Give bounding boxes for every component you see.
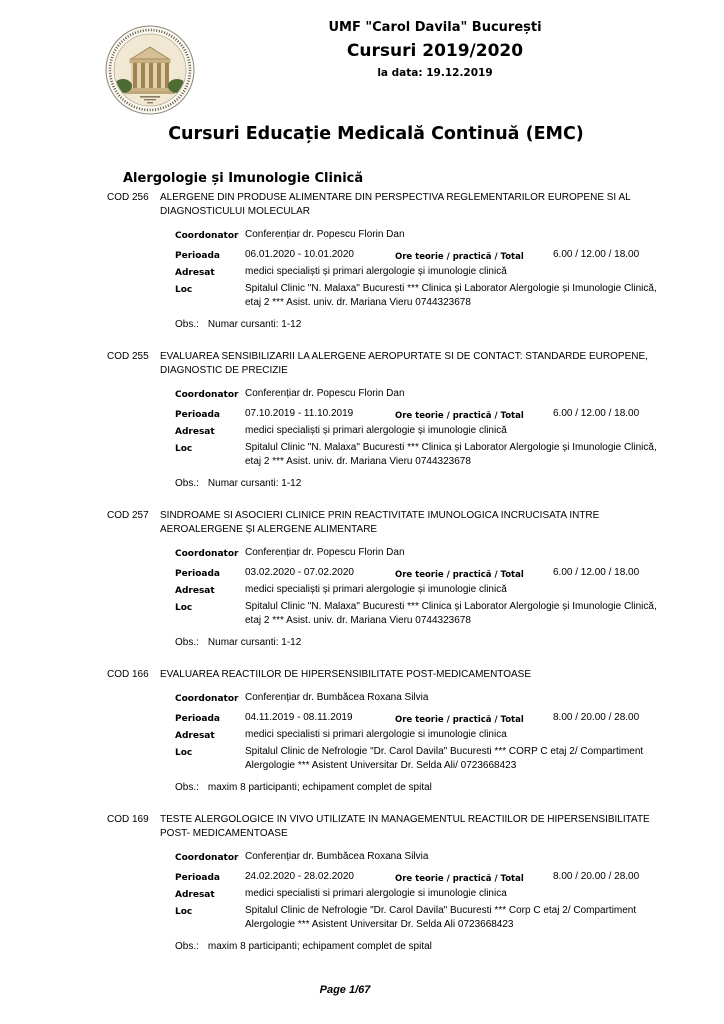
obs-label: Obs.: xyxy=(175,478,199,489)
course-block xyxy=(107,191,667,332)
obs-value: Numar cursanti: 1-12 xyxy=(207,637,302,648)
addressed-row xyxy=(175,583,667,598)
hours-value: 6.00 / 12.00 / 18.00 xyxy=(553,249,640,260)
coordinator-row xyxy=(175,691,667,706)
location-label: Loc xyxy=(175,603,193,613)
coordinator-value: Conferențiar dr. Popescu Florin Dan xyxy=(245,547,405,558)
page-title: Cursuri Educație Medicală Continuă (EMC) xyxy=(168,124,584,144)
period-row xyxy=(175,248,667,264)
addressed-row xyxy=(175,265,667,280)
location-value: Spitalul Clinic de Nefrologie "Dr. Carol Davila" Bucuresti *** CORP C etaj 2/ Compartiment Alergologie *** Asistent Universitar Dr. Selda Ali/ 0723668423 xyxy=(245,746,644,771)
hours-label: Ore teorie / practică / Total xyxy=(395,570,524,580)
addressed-value: medici specialisti si primari alergologie si imunologie clinica xyxy=(245,888,507,899)
course-details xyxy=(175,387,667,491)
addressed-row xyxy=(175,887,667,902)
location-label: Loc xyxy=(175,748,193,758)
observations-row xyxy=(175,940,667,954)
section-title: Alergologie și Imunologie Clinică xyxy=(123,171,364,186)
coordinator-value: Conferențiar dr. Bumbăcea Roxana Silvia xyxy=(245,692,429,703)
addressed-row xyxy=(175,424,667,439)
location-value: Spitalul Clinic "N. Malaxa" Bucuresti *** Clinica și Laborator Alergologie și Imunologie Clinică, etaj 2 *** Asist. univ. dr. Mariana Vieru 0744323678 xyxy=(245,601,657,626)
obs-label: Obs.: xyxy=(175,637,199,648)
period-row xyxy=(175,566,667,582)
course-title: ALERGENE DIN PRODUSE ALIMENTARE DIN PERSPECTIVA REGLEMENTARILOR EUROPENE SI AL DIAGNOSTICULUI MOLECULAR xyxy=(160,192,631,217)
period-value: 06.01.2020 - 10.01.2020 xyxy=(245,249,354,260)
coordinator-label: Coordonator xyxy=(175,853,239,863)
period-label: Perioada xyxy=(175,410,220,420)
course-heading xyxy=(107,191,667,219)
observations-row xyxy=(175,477,667,491)
location-row xyxy=(175,745,667,773)
course-code: COD 256 xyxy=(107,192,149,203)
observations-row xyxy=(175,636,667,650)
period-row xyxy=(175,870,667,886)
course-block xyxy=(107,668,667,795)
location-value: Spitalul Clinic "N. Malaxa" Bucuresti *** Clinica și Laborator Alergologie și Imunologie Clinică, etaj 2 *** Asist. univ. dr. Mariana Vieru 0744323678 xyxy=(245,442,657,467)
course-code: COD 169 xyxy=(107,814,149,825)
period-label: Perioada xyxy=(175,569,220,579)
addressed-label: Adresat xyxy=(175,586,215,596)
addressed-value: medici specialisti si primari alergologie si imunologie clinica xyxy=(245,729,507,740)
addressed-row xyxy=(175,728,667,743)
location-label: Loc xyxy=(175,444,193,454)
period-row xyxy=(175,711,667,727)
coordinator-label: Coordonator xyxy=(175,549,239,559)
course-block xyxy=(107,509,667,650)
period-label: Perioada xyxy=(175,714,220,724)
coordinator-label: Coordonator xyxy=(175,231,239,241)
course-heading xyxy=(107,668,667,682)
addressed-value: medici specialiști și primari alergologie și imunologie clinică xyxy=(245,425,507,436)
course-block xyxy=(107,813,667,954)
course-block xyxy=(107,350,667,491)
course-title: EVALUAREA SENSIBILIZARII LA ALERGENE AEROPURTATE SI DE CONTACT: STANDARDE EUROPENE, DIAGNOSTIC DE PRECIZIE xyxy=(160,351,648,376)
period-value: 07.10.2019 - 11.10.2019 xyxy=(245,408,354,419)
location-row xyxy=(175,441,667,469)
course-heading xyxy=(107,813,667,841)
coordinator-row xyxy=(175,850,667,865)
addressed-label: Adresat xyxy=(175,268,215,278)
course-code: COD 255 xyxy=(107,351,149,362)
hours-label: Ore teorie / practică / Total xyxy=(395,252,524,262)
document-header xyxy=(220,20,650,79)
coordinator-value: Conferențiar dr. Bumbăcea Roxana Silvia xyxy=(245,851,429,862)
hours-value: 6.00 / 12.00 / 18.00 xyxy=(553,567,640,578)
coordinator-label: Coordonator xyxy=(175,390,239,400)
location-row xyxy=(175,904,667,932)
location-row xyxy=(175,600,667,628)
obs-label: Obs.: xyxy=(175,782,199,793)
university-name: UMF "Carol Davila" București xyxy=(328,20,542,35)
period-label: Perioada xyxy=(175,251,220,261)
location-row xyxy=(175,282,667,310)
coordinator-label: Coordonator xyxy=(175,694,239,704)
document-date: la data: 19.12.2019 xyxy=(377,67,493,79)
course-title: EVALUAREA REACTIILOR DE HIPERSENSIBILITATE POST-MEDICAMENTOASE xyxy=(160,669,532,680)
obs-value: Numar cursanti: 1-12 xyxy=(207,319,302,330)
course-details xyxy=(175,546,667,650)
course-details xyxy=(175,228,667,332)
course-title: TESTE ALERGOLOGICE IN VIVO UTILIZATE IN MANAGEMENTUL REACTIILOR DE HIPERSENSIBILITATE POST- MEDICAMENTOASE xyxy=(160,814,650,839)
obs-label: Obs.: xyxy=(175,319,199,330)
period-value: 03.02.2020 - 07.02.2020 xyxy=(245,567,354,578)
coordinator-row xyxy=(175,228,667,243)
addressed-value: medici specialiști și primari alergologie și imunologie clinică xyxy=(245,266,507,277)
coordinator-value: Conferențiar dr. Popescu Florin Dan xyxy=(245,388,405,399)
coordinator-row xyxy=(175,387,667,402)
hours-label: Ore teorie / practică / Total xyxy=(395,411,524,421)
hours-value: 6.00 / 12.00 / 18.00 xyxy=(553,408,640,419)
coordinator-row xyxy=(175,546,667,561)
course-heading xyxy=(107,350,667,378)
observations-row xyxy=(175,781,667,795)
addressed-value: medici specialiști și primari alergologie și imunologie clinică xyxy=(245,584,507,595)
course-list xyxy=(107,191,667,972)
obs-value: maxim 8 participanti; echipament complet de spital xyxy=(207,941,432,952)
location-value: Spitalul Clinic de Nefrologie "Dr. Carol Davila" Bucuresti *** Corp C etaj 2/ Compartiment Alergologie *** Asistent Universitar Dr. Selda Ali 0723668423 xyxy=(245,905,637,930)
course-heading xyxy=(107,509,667,537)
course-code: COD 166 xyxy=(107,669,149,680)
hours-label: Ore teorie / practică / Total xyxy=(395,715,524,725)
hours-label: Ore teorie / practică / Total xyxy=(395,874,524,884)
hours-value: 8.00 / 20.00 / 28.00 xyxy=(553,712,640,723)
addressed-label: Adresat xyxy=(175,427,215,437)
period-row xyxy=(175,407,667,423)
coordinator-value: Conferențiar dr. Popescu Florin Dan xyxy=(245,229,405,240)
period-value: 24.02.2020 - 28.02.2020 xyxy=(245,871,354,882)
addressed-label: Adresat xyxy=(175,890,215,900)
page-number: Page 1/67 xyxy=(319,984,371,996)
addressed-label: Adresat xyxy=(175,731,215,741)
location-value: Spitalul Clinic "N. Malaxa" Bucuresti *** Clinica și Laborator Alergologie și Imunologie Clinică, etaj 2 *** Asist. univ. dr. Mariana Vieru 0744323678 xyxy=(245,283,657,308)
obs-label: Obs.: xyxy=(175,941,199,952)
university-seal-icon xyxy=(104,24,196,116)
period-label: Perioada xyxy=(175,873,220,883)
obs-value: maxim 8 participanti; echipament complet de spital xyxy=(207,782,432,793)
observations-row xyxy=(175,318,667,332)
location-label: Loc xyxy=(175,285,193,295)
course-details xyxy=(175,850,667,954)
location-label: Loc xyxy=(175,907,193,917)
document-title: Cursuri 2019/2020 xyxy=(346,41,524,61)
period-value: 04.11.2019 - 08.11.2019 xyxy=(245,712,353,723)
course-title: SINDROAME SI ASOCIERI CLINICE PRIN REACTIVITATE IMUNOLOGICA INCRUCISATA INTRE AEROALERGENE ȘI ALERGENE ALIMENTARE xyxy=(160,510,600,535)
hours-value: 8.00 / 20.00 / 28.00 xyxy=(553,871,640,882)
course-details xyxy=(175,691,667,795)
course-code: COD 257 xyxy=(107,510,149,521)
obs-value: Numar cursanti: 1-12 xyxy=(207,478,302,489)
